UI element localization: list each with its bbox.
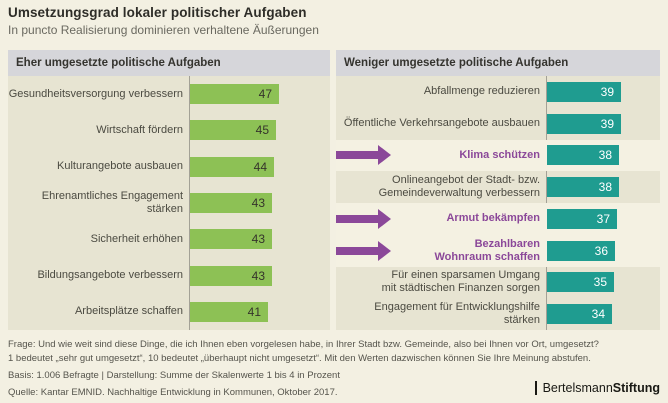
chart-row xyxy=(8,185,330,221)
bar-value: 39 xyxy=(600,116,614,131)
chart-row xyxy=(8,76,330,112)
bar-label: Öffentliche Verkehrsangebote ausbauen xyxy=(343,117,540,130)
bertelsmann-stiftung-logo xyxy=(535,381,660,395)
chart-row xyxy=(8,257,330,293)
bar-value: 38 xyxy=(598,180,612,195)
bar-label: Bezahlbaren Wohnraum schaffen xyxy=(434,237,540,263)
bar-value: 37 xyxy=(596,211,610,226)
panel-body-0 xyxy=(8,76,330,330)
bar-value: 35 xyxy=(593,275,607,290)
footnotes xyxy=(8,338,599,400)
chart-row xyxy=(336,203,660,235)
footnote-source: Quelle: Kantar EMNID. Nachhaltige Entwicklung in Kommunen, Oktober 2017. xyxy=(8,387,338,398)
bar xyxy=(547,145,619,165)
bar-label: Armut bekämpfen xyxy=(446,212,540,225)
bar xyxy=(190,193,272,213)
bar-label: Arbeitsplätze schaffen xyxy=(74,305,183,318)
footnote-basis: Basis: 1.006 Befragte | Darstellung: Summe der Skalenwerte 1 bis 4 in Prozent xyxy=(8,370,340,381)
bar-label: Kulturangebote ausbauen xyxy=(57,160,183,173)
bar xyxy=(547,114,621,134)
bar xyxy=(547,241,615,261)
bar xyxy=(547,304,612,324)
highlight-arrow-icon xyxy=(336,209,391,229)
chart-row xyxy=(336,140,660,172)
bar xyxy=(190,266,272,286)
chart-row xyxy=(8,112,330,148)
bar-label: Wirtschaft fördern xyxy=(96,123,183,136)
chart-row xyxy=(336,298,660,330)
highlight-arrow-icon xyxy=(336,241,391,261)
bar-label: Klima schützen xyxy=(459,148,540,161)
chart-row xyxy=(8,149,330,185)
bar-value: 39 xyxy=(600,84,614,99)
chart-row xyxy=(8,294,330,330)
bar-label: Abfallmenge reduzieren xyxy=(423,85,540,98)
bar-value: 36 xyxy=(594,243,608,258)
bar-label: Onlineangebot der Stadt- bzw. Gemeindeverwaltung verbessern xyxy=(378,174,540,200)
highlight-arrow-icon xyxy=(336,145,391,165)
bar xyxy=(190,120,276,140)
bar-label: Für einen sparsamen Umgang mit städtischen Finanzen sorgen xyxy=(381,269,540,295)
footnote-question-line2: 1 bedeutet „sehr gut umgesetzt“, 10 bedeutet „überhaupt nicht umgesetzt“. Mit den Werten dazwischen können Sie Ihre Meinung abstufen. xyxy=(8,353,591,364)
bar xyxy=(190,84,279,104)
bar-label: Engagement für Entwicklungshilfe stärken xyxy=(374,301,540,327)
bar-value: 43 xyxy=(251,195,265,210)
bar-label: Bildungsangebote verbessern xyxy=(37,269,183,282)
bar-value: 38 xyxy=(598,148,612,163)
bar-value: 43 xyxy=(251,232,265,247)
chart-row xyxy=(336,76,660,108)
bar xyxy=(547,209,617,229)
logo-text-bold: Stiftung xyxy=(612,381,660,395)
bar-label: Sicherheit erhöhen xyxy=(90,232,183,245)
bar xyxy=(190,157,274,177)
panel-implemented xyxy=(8,50,330,330)
bar-label: Gesundheitsversorgung verbessern xyxy=(8,87,183,100)
bar-label: Ehrenamtliches Engagement stärken xyxy=(41,189,183,215)
bar-value: 34 xyxy=(591,307,605,322)
chart-row xyxy=(336,235,660,267)
panel-implemented-header: Eher umgesetzte politische Aufgaben xyxy=(8,50,330,76)
chart-row xyxy=(336,108,660,140)
bar-value: 47 xyxy=(258,87,272,102)
bar-value: 41 xyxy=(247,304,261,319)
chart-row xyxy=(8,221,330,257)
page-subtitle: In puncto Realisierung dominieren verhaltene Äußerungen xyxy=(8,23,319,37)
footnote-question-line1: Frage: Und wie weit sind diese Dinge, die ich Ihnen eben vorgelesen habe, in Ihrer Stadt bzw. Gemeinde, also bei Ihnen vor Ort, umgesetzt? xyxy=(8,339,599,350)
chart-row xyxy=(336,267,660,299)
bar xyxy=(190,302,268,322)
page-title: Umsetzungsgrad lokaler politischer Aufgaben xyxy=(8,5,307,20)
panel-body-1 xyxy=(336,76,660,330)
bar-value: 45 xyxy=(255,123,269,138)
bar xyxy=(547,272,614,292)
bar-value: 43 xyxy=(251,268,265,283)
panel-less-implemented xyxy=(336,50,660,330)
bar xyxy=(547,177,619,197)
panel-less-implemented-header: Weniger umgesetzte politische Aufgaben xyxy=(336,50,660,76)
bar-value: 44 xyxy=(253,159,267,174)
bar xyxy=(547,82,621,102)
chart-row xyxy=(336,171,660,203)
logo-text-normal: Bertelsmann xyxy=(542,381,613,395)
bar xyxy=(190,229,272,249)
